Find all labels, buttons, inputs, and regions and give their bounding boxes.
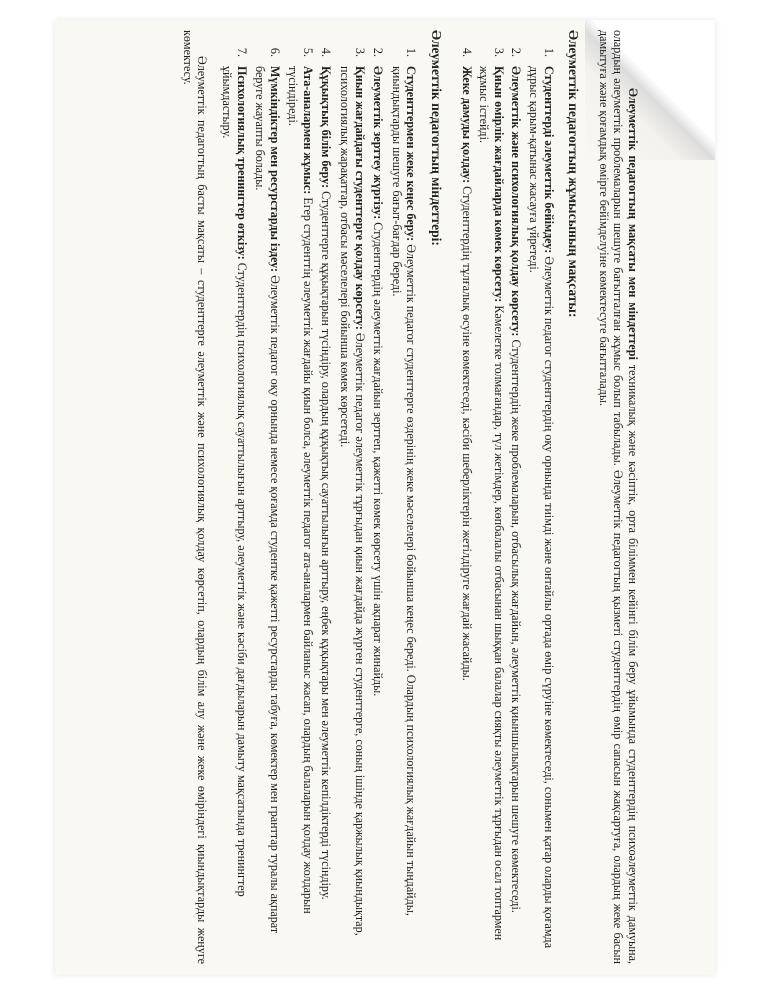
task-text: Студенттерге құқықтарын түсіндіру, олардың құқықтық сауаттылығын арттыру, еңбек құқықтары мен әлеуметтік кепілдіктерді түсіндіру.	[319, 188, 334, 900]
task-text: Студенттердің психологиялық сауаттылығын арттыру, әлеуметтік және кәсіби дағдыларын дамыту мақсатында тренингтер ұйымдастыру.	[219, 66, 249, 897]
task-item	[371, 60, 386, 964]
goal-text: Студенттердің тұлғалық өсуіне көмектеседі, кәсіби шеберліктерін жетілдіруге жағдай жасайды.	[459, 183, 474, 681]
task-item	[253, 60, 282, 964]
goal-item	[459, 60, 474, 964]
document-text-rotated	[100, 30, 640, 964]
task-text: Әлеуметтік педагог әлеуметтік тұрғыдан қиын жағдайда жүрген студенттерге, соның ішінде қаржылық қиындықтар, психологиялық жарақаттар, отбасы мәселелері бойынша көмек көрсетеді.	[338, 66, 367, 936]
goal-item	[477, 60, 506, 964]
goal-item	[526, 60, 555, 964]
intro-text: техникалық және кәсіптік, орта біліммен кейінгі білім беру ұйымында студенттердің психоәлеуметтік дамуына, олардың әлеуметтік проблемаларын шешуге бағытталған жұмыс болып табылады. Әлеуметтік педагогтың қызметі студенттердің өмір сапасын жақсартуға, олардың жеке басын дамытуға және қоғамдық өмірге бейімделуіне көмектесуге бағытталады.	[596, 30, 640, 965]
task-item	[338, 60, 367, 964]
task-title: Әлеуметтік зерттеу жүргізу:	[371, 66, 386, 220]
goal-title: Қиын өмірлік жағдайларда көмек көрсету:	[491, 66, 506, 303]
task-item	[286, 60, 315, 964]
goal-title: Студенттерді әлеуметтік бейімдеу:	[541, 66, 556, 254]
task-item	[389, 60, 418, 964]
tasks-list	[219, 30, 418, 964]
tasks-heading: Әлеуметтік педагогтың міндеттері:	[429, 30, 445, 246]
task-title: Студенттермен жеке кеңес беру:	[404, 66, 419, 242]
task-text: Әлеуметтік педагог студенттерге өздерінің жеке мәселелері бойынша кеңес береді. Олардың психологиялық жағдайын тыңдайды, қиындықтарды шешуге бағыт-бағдар береді.	[389, 66, 419, 916]
task-title: Ата-аналармен жұмыс:	[300, 66, 315, 195]
task-title: Психологиялық тренингтер өткізу:	[234, 66, 249, 260]
task-item	[219, 60, 248, 964]
task-text: Егер студенттің әлеуметтік жағдайы қиын болса, әлеуметтік педагог ата-аналармен байланыс жасап, олардың балаларын қолдау жолдарын түсіндіреді.	[286, 66, 315, 914]
task-text: Студенттердің әлеуметтік жағдайын зерттеп, қажетті көмек көрсету үшін ақпарат жинайды.	[371, 219, 386, 697]
goal-title: Жеке дамуды қолдау:	[459, 66, 474, 184]
intro-label: Әлеуметтік педагогтың мақсаты мен міндеттері	[626, 88, 640, 360]
goals-heading: Әлеуметтік педагогтың жұмысының мақсаты:	[566, 30, 582, 318]
goal-item	[509, 60, 524, 964]
goal-text: Студенттердің жеке проблемаларын, отбасылық жағдайын, әлеуметтік қиыншылықтарын шешуге көмектеседі.	[509, 336, 524, 913]
task-title: Қиын жағдайдағы студенттерге қолдау көрсету:	[352, 66, 367, 330]
intro-paragraph	[596, 30, 640, 964]
task-title: Мүмкіндіктер мен ресурстарды іздеу:	[267, 66, 282, 273]
goal-title: Әлеуметтік және психологиялық қолдау көрсету:	[509, 66, 524, 337]
task-title: Құқықтық білім беру:	[319, 66, 334, 189]
goal-text: Кәмелетке толмағандар, түл жетімдер, көпбалалы отбасынан шыққан балалар сияқты әлеуметтік тұрғыдан осал топтармен жұмыс істейді.	[477, 66, 506, 941]
task-item	[319, 60, 334, 964]
conclusion-paragraph: Әлеуметтік педагогтың басты мақсаты – студенттерге әлеуметтік және психологиялық қолдау көрсетіп, олардың білім алу және жеке өміріндегі қиындықтарды жеңуге көмектесу.	[180, 30, 210, 964]
goals-list	[459, 30, 556, 964]
goal-text: Әлеуметтік педагог студенттердің оқу орнында тиімді және онтайлы ортада өмір сүруіне көмектеседі, сонымен қатар оларды қоғамда дұрыс қарым-қатынас жасауға үйретеді.	[527, 66, 556, 949]
task-text: Әлеуметтік педагог оқу орнында немесе қоғамда студентке қажетті ресурстарды табуға, көмектер мен гранттар туралы ақпарат беруге жауапты болады.	[253, 66, 282, 934]
